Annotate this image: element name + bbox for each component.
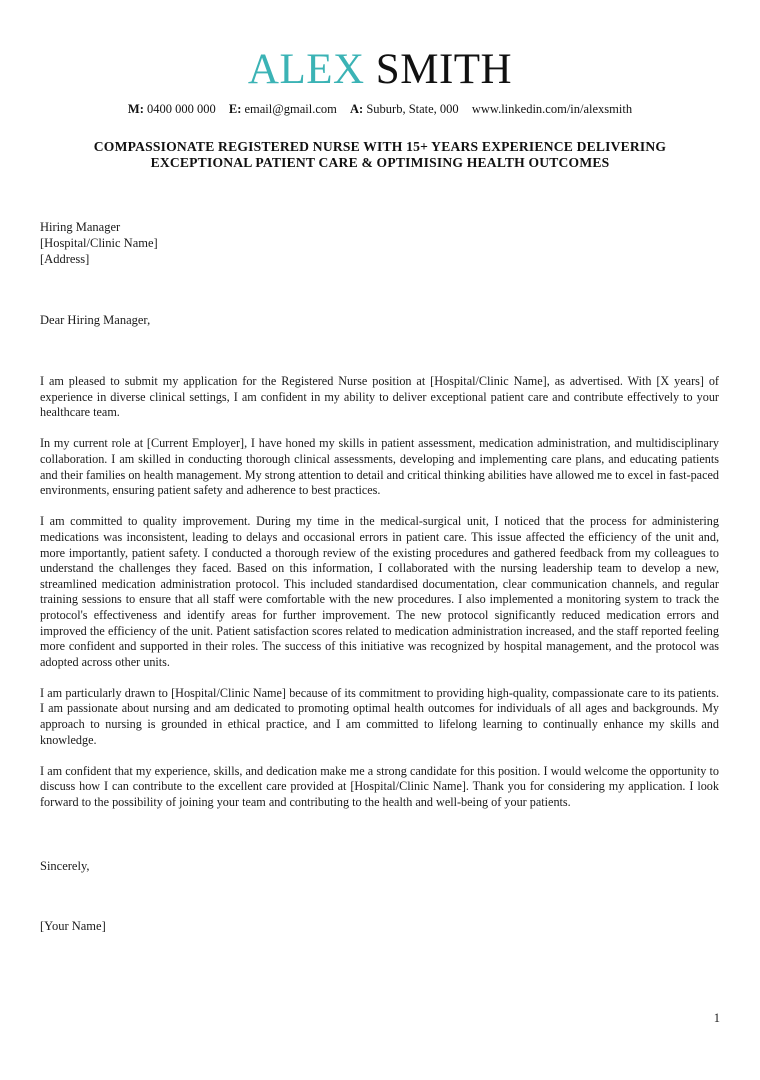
signature-name: [Your Name]	[40, 919, 106, 933]
linkedin-url: www.linkedin.com/in/alexsmith	[471, 102, 633, 116]
paragraph-4: I am particularly drawn to [Hospital/Clinic Name] because of its commitment to providing high-quality, compassionate care to its patients. I am passionate about nursing and am dedicated to promoting optimal health outcomes for individuals of all ages and backgrounds. My approach to nursing is grounded in ethical practice, and I am committed to lifelong learning to continually enhance my skills and knowledge.	[40, 685, 719, 747]
page-number: 1	[713, 1011, 720, 1025]
paragraph-5: I am confident that my experience, skills, and dedication make me a strong candidate for this position. I would welcome the opportunity to discuss how I can contribute to the excellent care provided at [Hospital/Clinic Name]. Thank you for considering my application. I look forward to the possibility of joining your team and contributing to the health and well-being of your patients.	[40, 763, 719, 810]
paragraph-1: I am pleased to submit my application for the Registered Nurse position at [Hospital/Clinic Name], as advertised. With [X years] of experience in diverse clinical settings, I am confident in my ability to deliver exceptional patient care and contribute effectively to your healthcare team.	[40, 374, 719, 420]
professional-headline	[40, 139, 720, 171]
contact-details	[0, 101, 760, 117]
recipient-line-2: [Hospital/Clinic Name]	[40, 236, 158, 250]
paragraph-3: I am committed to quality improvement. During my time in the medical-surgical unit, I noticed that the process for administering medications was inconsistent, leading to delays and occasional errors in patient care. This issue affected the efficiency of the unit and, more importantly, patient safety. I conducted a thorough review of the existing procedures and gathered feedback from my colleagues to understand the challenges they faced. Based on this information, I collaborated with the nursing leadership team to develop a new, streamlined medication administration protocol. This included standardised documentation, clear communication channels, and regular training sessions to ensure that all staff were comfortable with the new procedures. I also implemented a monitoring system to track the protocol's effectiveness and identify areas for further improvement. The new protocol significantly reduced medication errors and improved the efficiency of the unit. Patient satisfaction scores related to medication administration increased, and the staff reported feeling more confident and supported in their roles. The success of this initiative was recognized by hospital management, and the protocol was adopted across other units.	[40, 514, 719, 669]
applicant-name	[0, 46, 760, 94]
closing: Sincerely,	[40, 859, 90, 873]
mobile-label: M:	[127, 102, 144, 116]
headline-line-2: EXCEPTIONAL PATIENT CARE & OPTIMISING HEALTH OUTCOMES	[150, 155, 610, 170]
recipient-line-3: [Address]	[40, 252, 90, 266]
first-name: ALEX	[247, 46, 365, 93]
last-name: SMITH	[375, 46, 513, 93]
salutation: Dear Hiring Manager,	[40, 313, 151, 327]
mobile-number: 0400 000 000	[146, 102, 216, 116]
email-label: E:	[228, 102, 242, 116]
headline-line-1: COMPASSIONATE REGISTERED NURSE WITH 15+ YEARS EXPERIENCE DELIVERING	[93, 139, 667, 154]
recipient-block	[40, 219, 158, 267]
email-address: email@gmail.com	[244, 102, 337, 116]
recipient-line-1: Hiring Manager	[40, 220, 121, 234]
paragraph-2: In my current role at [Current Employer], I have honed my skills in patient assessment, medication administration, and multidisciplinary collaboration. I am skilled in conducting thorough clinical assessments, developing and implementing care plans, and educating patients and their families on health management. My strong attention to detail and critical thinking abilities have allowed me to excel in fast-paced environments, ensuring patient safety and adherence to best practices.	[40, 436, 719, 498]
letter-body	[40, 374, 719, 826]
address-label: A:	[350, 102, 364, 116]
postal-address: Suburb, State, 000	[366, 102, 459, 116]
